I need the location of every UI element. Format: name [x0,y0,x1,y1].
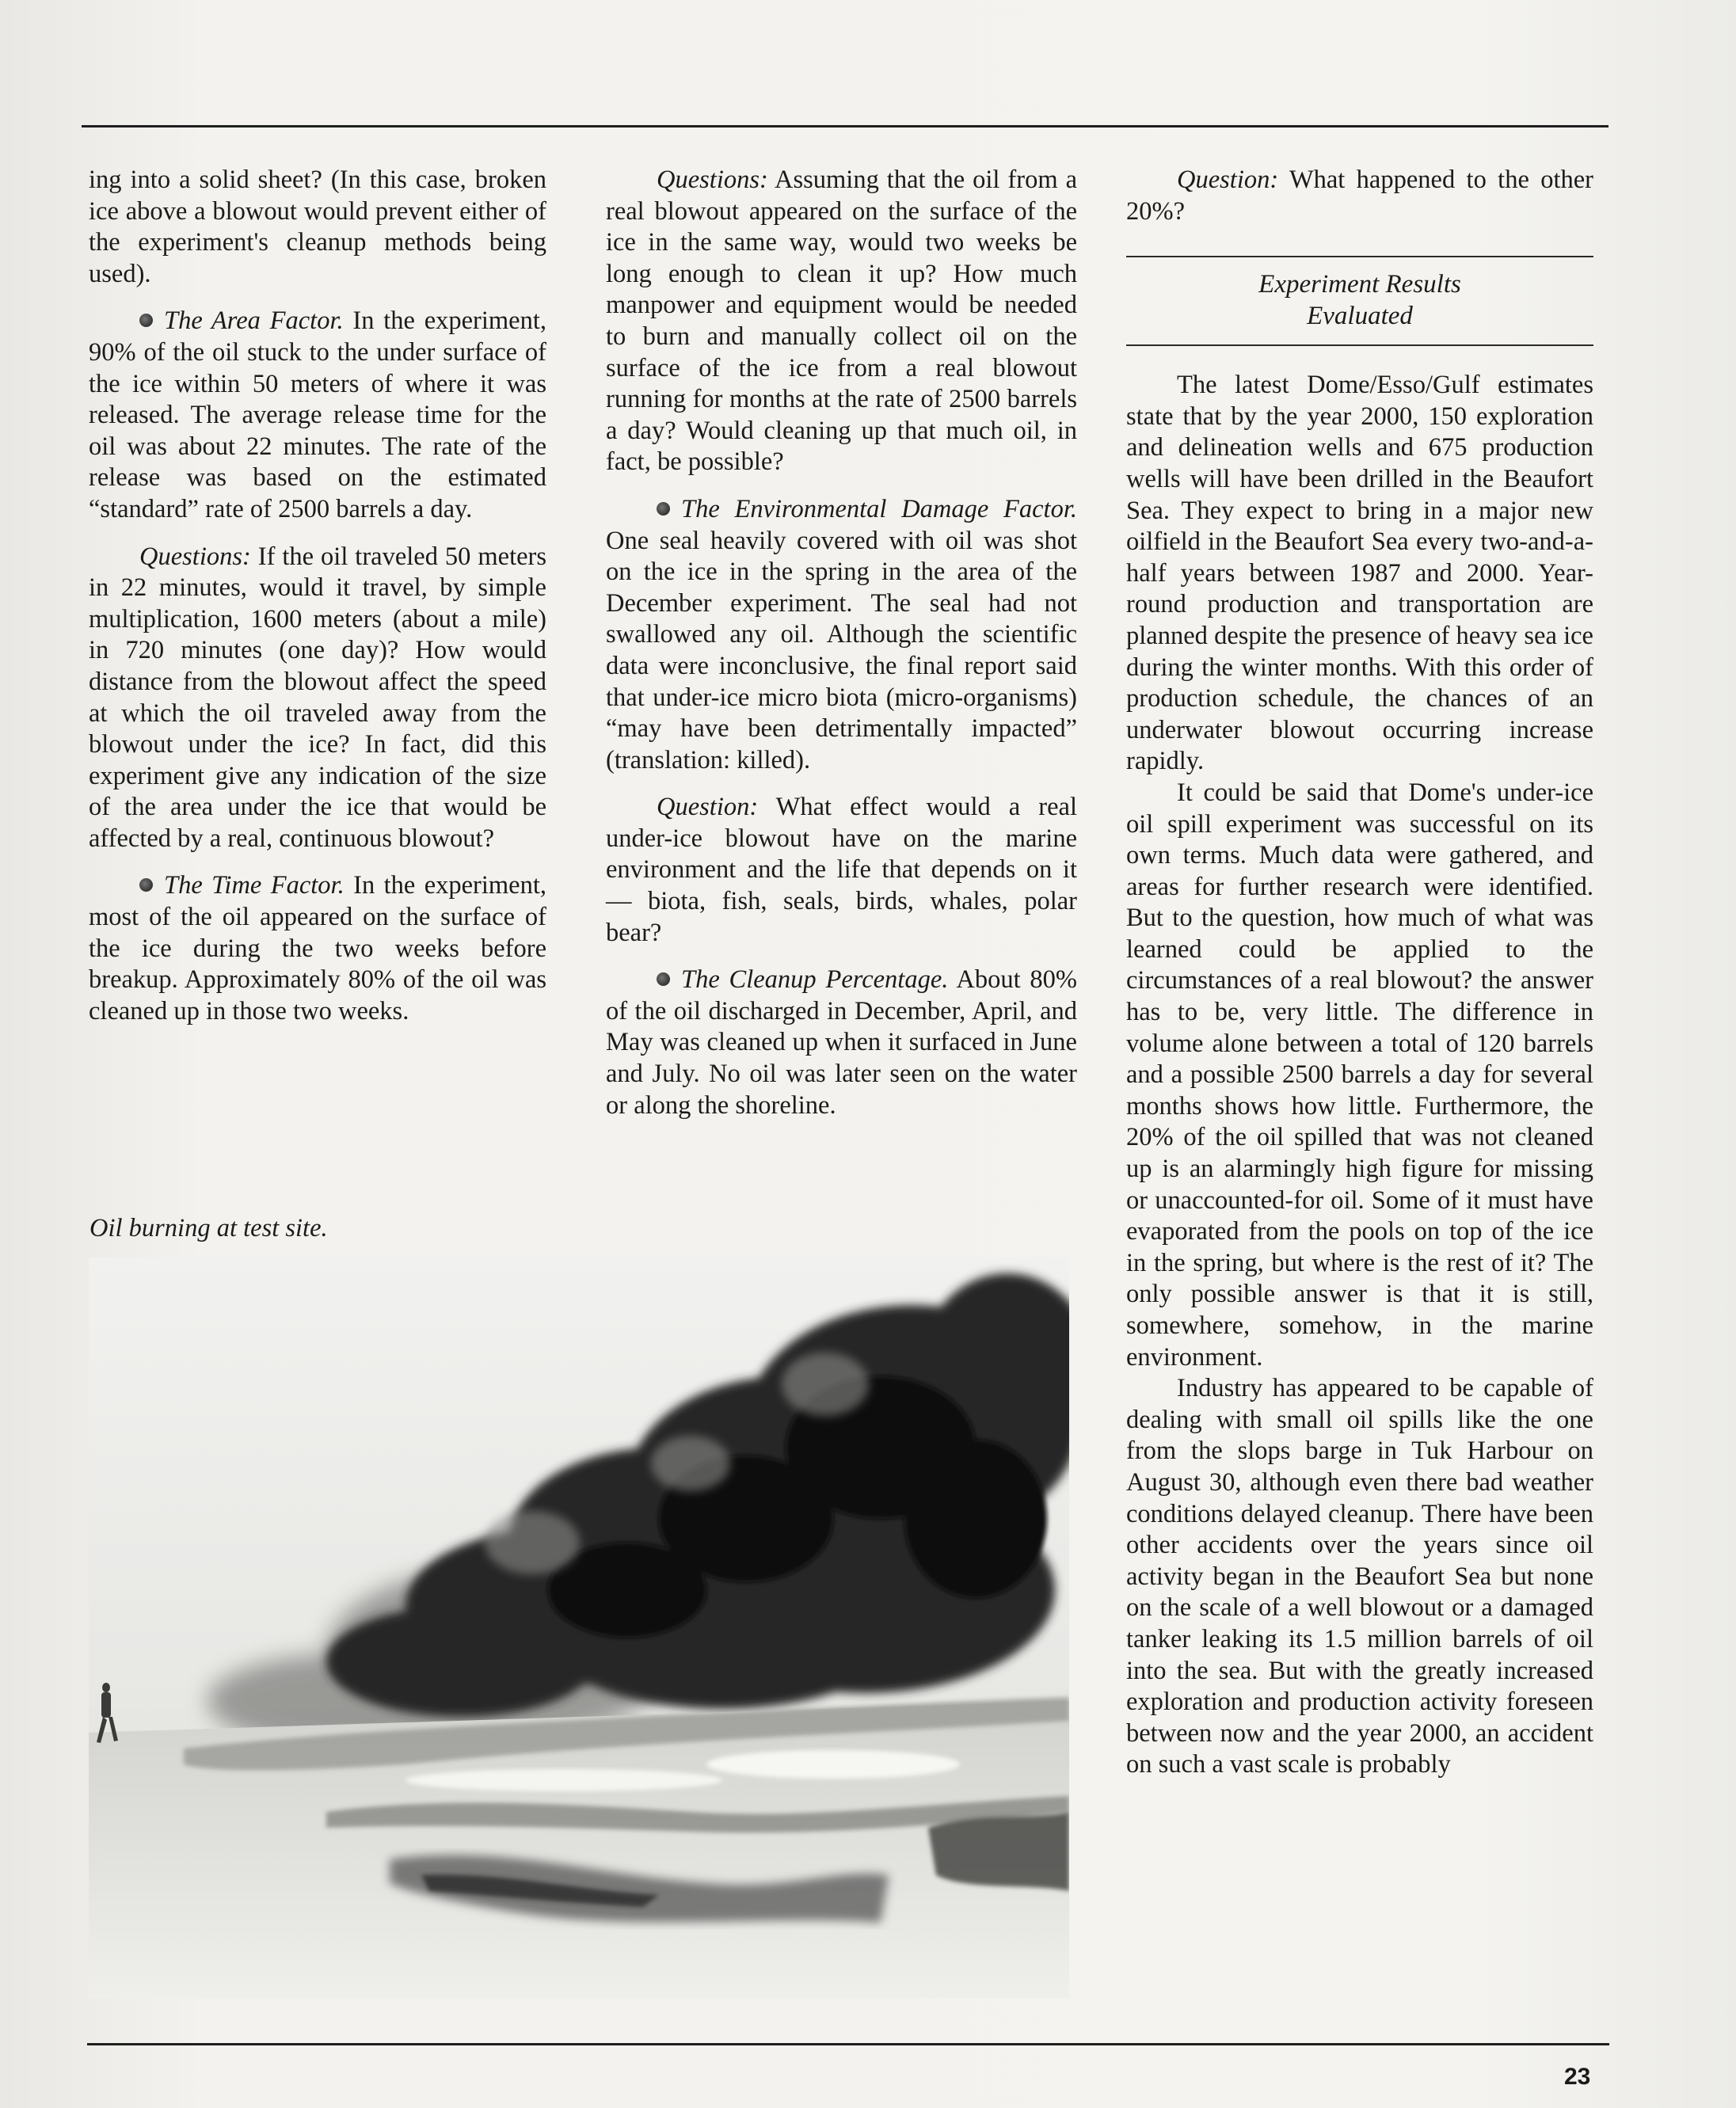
col2-environmental-damage: The Environmental Damage Factor. One seal heavily covered with oil was shot on the ice in the spring in the area of the December experiment. The seal had not swallowed any oil. Although the scientific data were inconclusive, the final report said that under-ice micro biota (micro-organisms) “may have been detrimentally impacted” (translation: killed). [606,494,1077,774]
questions-heading: Questions: [657,166,768,194]
photo-caption: Oil burning at test site. [89,1214,328,1242]
time-factor-heading: The Time Factor. [164,871,345,900]
col3-paragraph-2: It could be said that Dome's under-ice oil spill experiment was successful on its own terms. Much data were gathered, and areas for further research were identified. But to the question, how much of what was learned could be applied to the circumstances of a real blowout? the answer has to be, very little. The difference in volume alone between a total of 120 barrels and a possible 2500 barrels a day for several months shows how little. Furthermore, the 20% of the oil spilled that was not cleaned up is an alarmingly high figure for missing or unaccounted-for oil. Some of it must have evaporated from the pools on top of the ice in the spring, but where is the rest of it? The only possible answer is that it is still, somewhere, somehow, in the marine environment. [1126,778,1593,1372]
column-3 [1126,165,1593,1781]
bullet-icon [139,314,153,327]
col2-questions: Questions: Assuming that the oil from a real blowout appeared on the surface of the ice in the same way, would two weeks be long enough to clean it up? How much manpower and equipment would be needed to burn and manually collect oil on the surface of the ice from a real blowout running for months at the rate of 2500 barrels a day? Would cleaning up that much oil, in fact, be possible? [606,166,1077,477]
column-2 [606,165,1077,1137]
col3-paragraph-1: The latest Dome/Esso/Gulf estimates state that by the year 2000, 150 exploration and delineation wells and 675 production wells will have been drilled in the Beaufort Sea. They expect to bring in a major new oilfield in the Beaufort Sea every two-and-a-half years between 1987 and 2000. Year-round production and transportation are planned despite the presence of heavy sea ice during the winter months. With this order of production schedule, the chances of an underwater blowout occurring increase rapidly. [1126,371,1593,776]
col2-question: Question: What effect would a real under-ice blowout have on the marine environment and the life that depends on it — biota, fish, seals, birds, whales, polar bear? [606,793,1077,947]
questions-heading: Questions: [139,542,251,571]
col3-question: Question: What happened to the other 20%? [1126,166,1593,226]
bullet-icon [657,972,670,986]
environmental-damage-heading: The Environmental Damage Factor. [681,494,1077,523]
section-subhead: Experiment Results Evaluated [1258,270,1461,331]
bullet-icon [139,878,153,892]
column-1 [89,165,546,1043]
col1-questions: Questions: If the oil traveled 50 meters in 22 minutes, would it travel, by simple multiplication, 1600 meters (about a mile) in 720 minutes (one day)? How would distance from the blowout affect the speed at which the oil traveled away from the blowout under the ice? In fact, did this experiment give any indication of the size of the area under the ice that would be affected by a real, continuous blowout? [89,542,546,853]
subhead-rule-bottom [1126,344,1593,346]
col2-cleanup-percentage: The Cleanup Percentage. About 80% of the oil discharged in December, April, and May was cleaned up when it surfaced in June and July. No oil was later seen on the water or along the shoreline. [606,965,1077,1120]
area-factor-heading: The Area Factor. [164,306,344,336]
col1-area-factor: The Area Factor. In the experiment, 90% of the oil stuck to the under surface of the ice within 50 meters of where it was released. The average release time for the oil was about 22 minutes. The rate of the release was based on the estimated “standard” rate of 2500 barrels a day. [89,306,547,523]
bottom-rule [87,2043,1609,2045]
subhead-rule-top [1126,256,1593,257]
col1-paragraph-1: ing into a solid sheet? (In this case, broken ice above a blowout would prevent either of the experiment's cleanup methods being used). [89,166,546,288]
col3-paragraph-3: Industry has appeared to be capable of dealing with small oil spills like the one from the slops barge in Tuk Harbour on August 30, although even there bad weather conditions delayed cleanup. There have been other accidents over the years since oil activity began in the Beaufort Sea but none on the scale of a well blowout or a damaged tanker leaking its 1.5 million barrels of oil into the sea. But with the greatly increased exploration and production activity foreseen between now and the year 2000, an accident on such a vast scale is probably [1126,1374,1593,1779]
col1-time-factor: The Time Factor. In the experiment, most of the oil appeared on the surface of the ice during the two weeks before breakup. Approximately 80% of the oil was cleaned up in those two weeks. [89,871,547,1025]
cleanup-percentage-heading: The Cleanup Percentage. [681,965,949,995]
oil-burning-photo [89,1258,1069,1999]
question-heading: Question: [1177,166,1279,194]
ice-field [89,1697,1069,1999]
page-number: 23 [1564,2064,1591,2090]
bullet-icon [657,502,670,516]
question-heading: Question: [657,793,759,822]
top-rule [82,125,1608,127]
